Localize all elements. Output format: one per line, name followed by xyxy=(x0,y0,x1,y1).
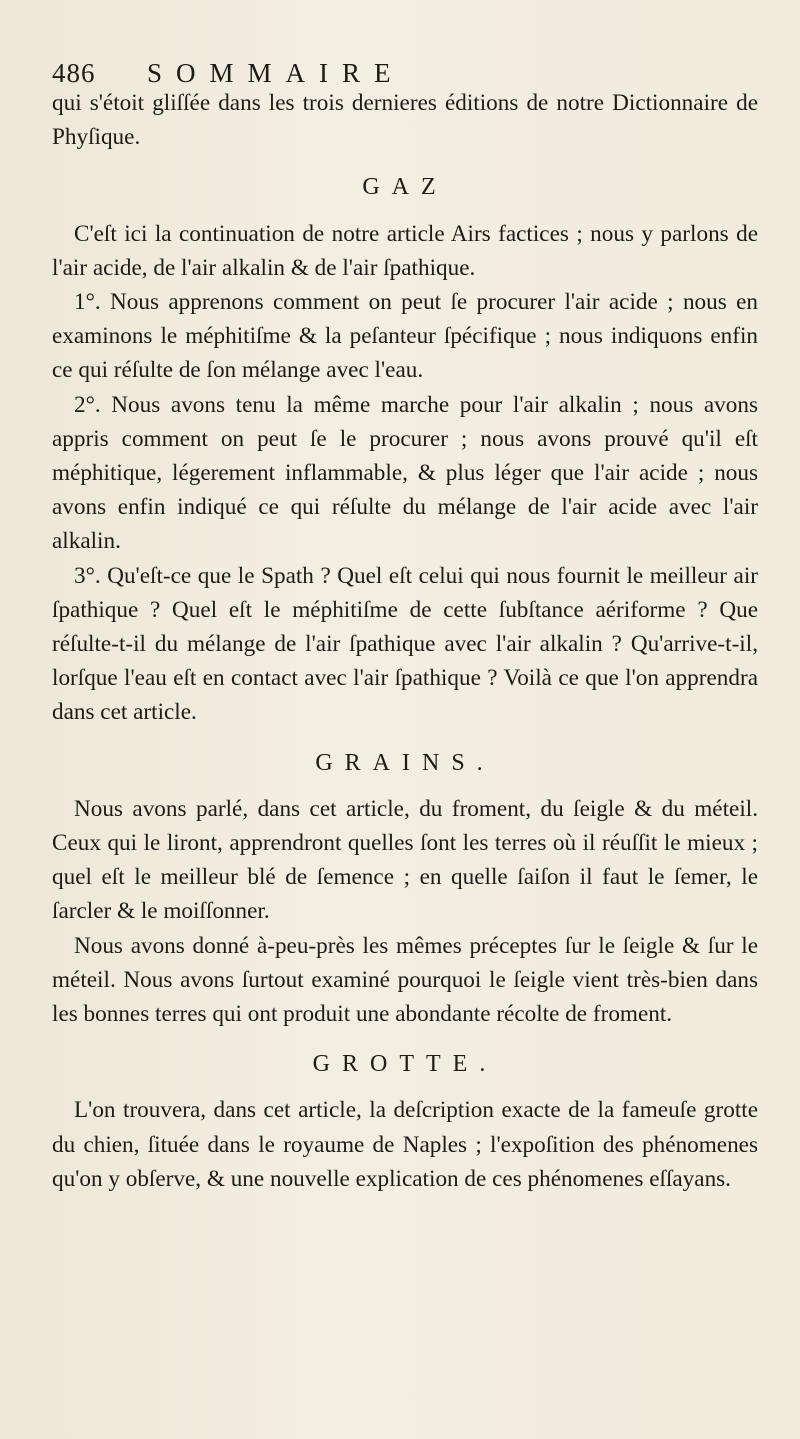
opening-paragraph: qui s'étoit gliſſée dans les trois dernieres éditions de notre Dictionnaire de Phyſique. xyxy=(52,90,758,151)
paragraph: 1°. Nous apprenons comment on peut ſe procurer l'air acide ; nous en examinons le méphitiſme & la peſanteur ſpécifique ; nous indiquons enfin ce qui réſulte de ſon mélange avec l'eau. xyxy=(52,289,758,384)
body-text xyxy=(52,86,758,1196)
section-heading: GRAINS. xyxy=(315,749,495,776)
paragraph: 2°. Nous avons tenu la même marche pour l'air alkalin ; nous avons appris comment on peut ſe le procurer ; nous avons prouvé qu'il eſt méphitique, légerement inflammable, & plus léger que l'air acide ; nous avons enfin indiqué ce qui réſulte du mélange de l'air acide avec l'air alkalin. xyxy=(52,391,758,555)
page-number: 486 xyxy=(52,58,96,88)
section-gaz xyxy=(52,170,758,729)
paragraph: C'eſt ici la continuation de notre article Airs factices ; nous y parlons de l'air acide, de l'air alkalin & de l'air ſpathique. xyxy=(52,220,758,281)
running-title: SOMMAIRE xyxy=(147,58,405,88)
paragraph: L'on trouvera, dans cet article, la deſcription exacte de la fameuſe grotte du chien, ſituée dans le royaume de Naples ; l'expoſition des phénomenes qu'on y obſerve, & une nouvelle explication de ces phénomenes eſſayans. xyxy=(52,1097,758,1192)
section-heading: GAZ xyxy=(362,174,448,201)
paragraph: Nous avons parlé, dans cet article, du froment, du ſeigle & du méteil. Ceux qui le liront, apprendront quelles ſont les terres où il réuſſit le mieux ; quel eſt le meilleur blé de ſemence ; en quelle ſaiſon il faut le ſemer, le ſarcler & le moiſſonner. xyxy=(52,795,758,925)
paragraph: 3°. Qu'eſt-ce que le Spath ? Quel eſt celui qui nous fournit le meilleur air ſpathique ? Quel eſt le méphitiſme de cette ſubſtance aériforme ? Que réſulte-t-il du mélange de l'air ſpathique avec l'air alkalin ? Qu'arrive-t-il, lorſque l'eau eſt en contact avec l'air ſpathique ? Voilà ce que l'on apprendra dans cet article. xyxy=(52,562,758,726)
paragraph: Nous avons donné à-peu-près les mêmes préceptes ſur le ſeigle & ſur le méteil. Nous avons ſurtout examiné pourquoi le ſeigle vient très-bien dans les bonnes terres qui ont produit une abondante récolte de froment. xyxy=(52,932,758,1028)
section-heading: GROTTE. xyxy=(312,1051,498,1078)
section-grains xyxy=(52,746,758,1032)
running-head xyxy=(52,58,405,89)
section-grotte xyxy=(52,1047,758,1196)
